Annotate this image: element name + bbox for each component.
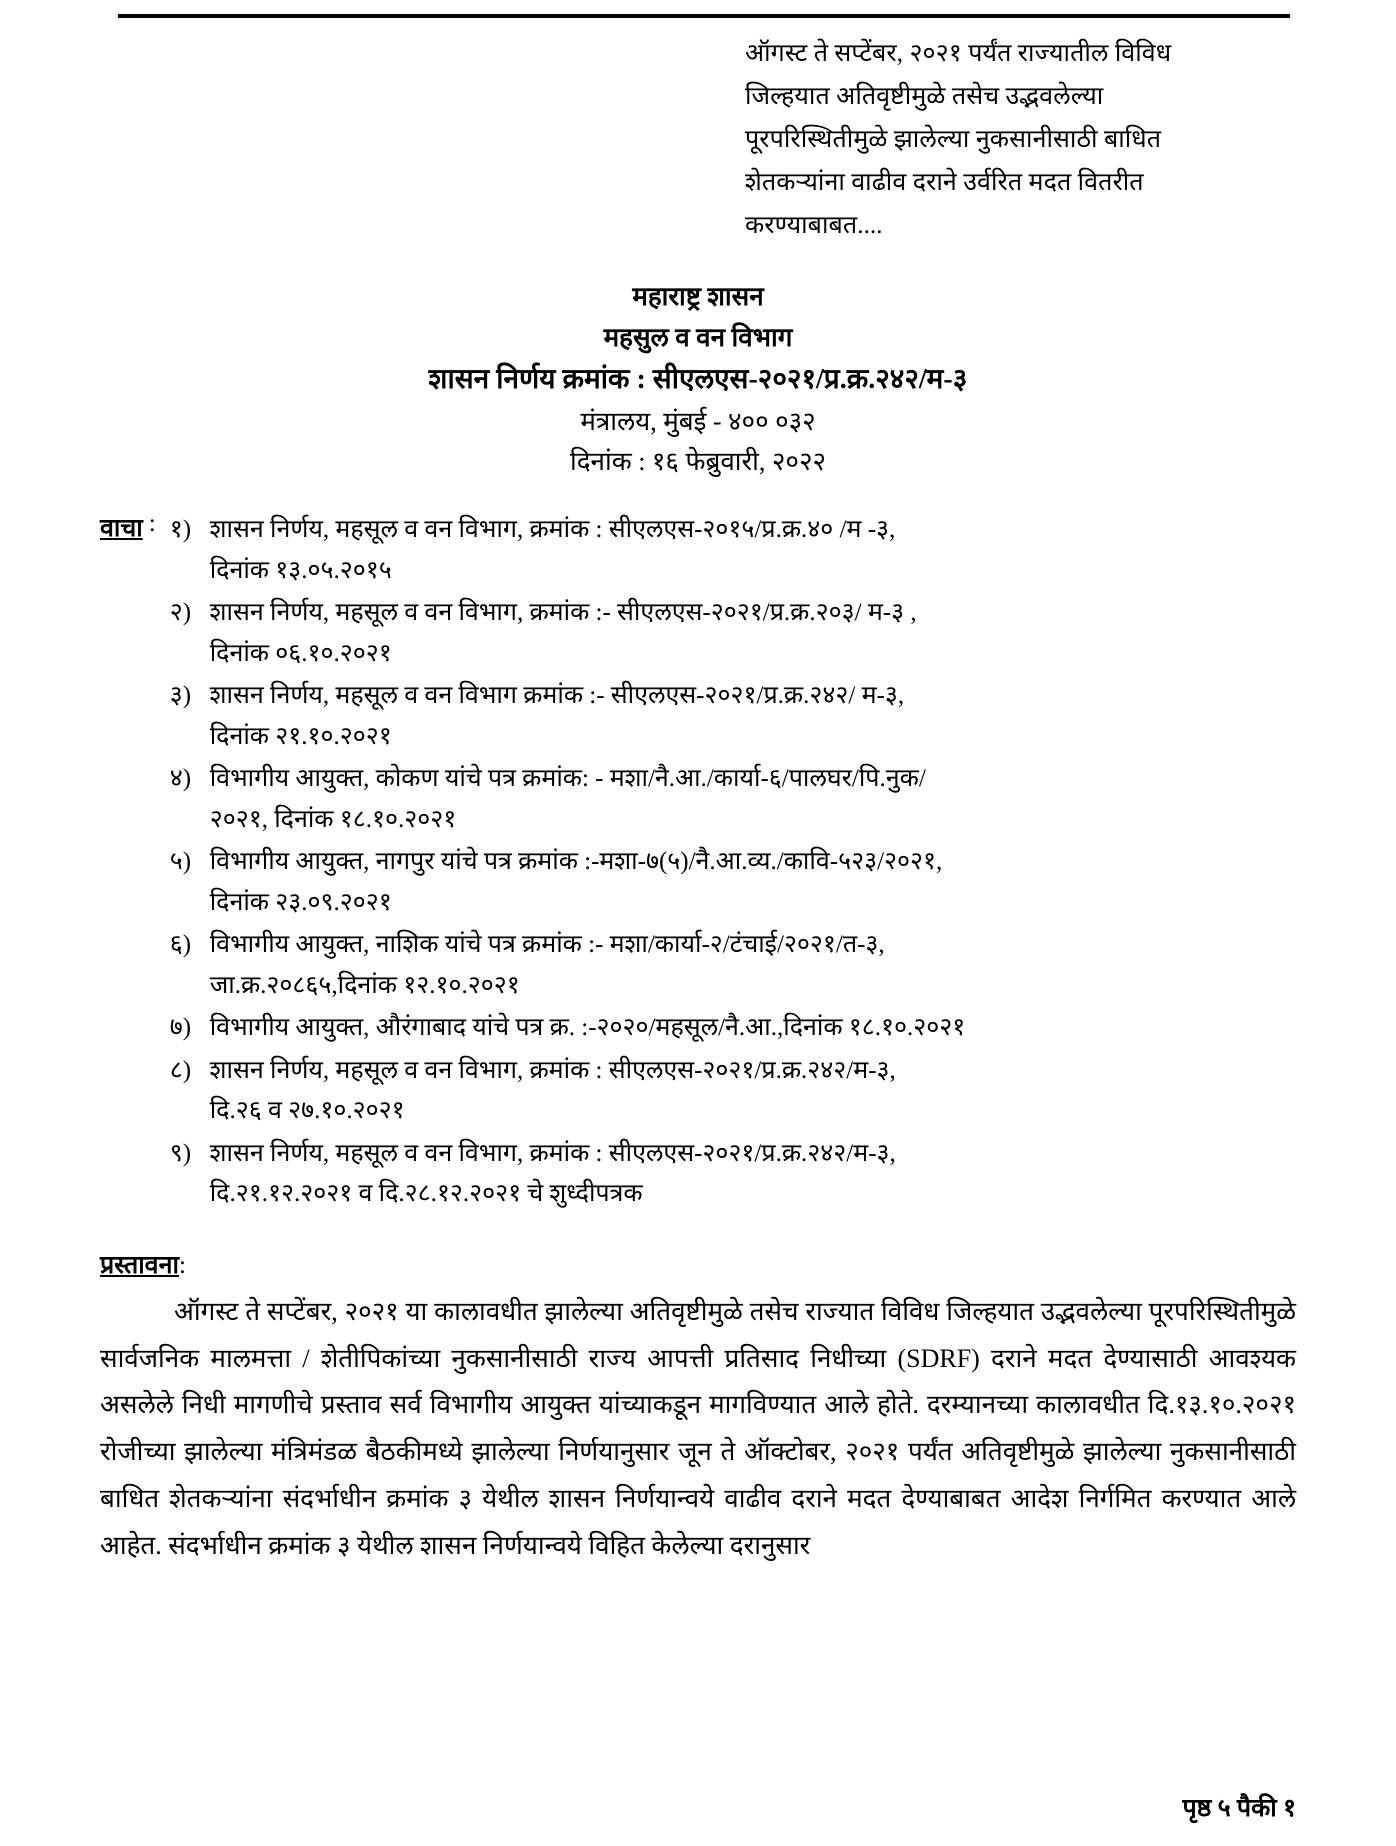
reference-line-2: २०२१, दिनांक १८.१०.२०२१ <box>209 805 457 833</box>
reference-text <box>210 925 1296 1006</box>
subject-line-2: जिल्हयात अतिवृष्टीमुळे तसेच उद्भवलेल्या <box>745 83 1104 110</box>
subject-line-1: ऑगस्ट ते सप्टेंबर, २०२१ पर्यंत राज्यातील विविध <box>745 40 1172 67</box>
reference-item <box>170 510 1296 591</box>
government-name: महाराष्ट्र शासन <box>632 282 764 311</box>
reference-line-1: शासन निर्णय, महसूल व वन विभाग, क्रमांक : सीएलएस-२०२१/प्र.क्र.२४२/म-३, <box>209 1139 896 1167</box>
reference-line-1: शासन निर्णय, महसूल व वन विभाग, क्रमांक : सीएलएस-२०१५/प्र.क्र.४० /म -३, <box>209 516 896 544</box>
reference-number: ४) <box>169 765 192 793</box>
reference-line-2: दि.२६ व २७.१०.२०२१ <box>209 1097 405 1125</box>
reference-line-2: दि.२१.१२.२०२१ व दि.२८.१२.२०२१ चे शुध्दीपत्रक <box>209 1180 643 1208</box>
reference-line-2: दिनांक २१.१०.२०२१ <box>209 722 392 750</box>
subject-block <box>745 0 1265 247</box>
preamble-heading-row <box>100 1247 1296 1281</box>
reference-item <box>170 1008 1296 1049</box>
reference-line-1: शासन निर्णय, महसूल व वन विभाग, क्रमांक : सीएलएस-२०२१/प्र.क्र.२४२/म-३, <box>209 1056 896 1084</box>
department-header <box>0 277 1396 482</box>
reference-number: ७) <box>169 1014 192 1042</box>
subject-line-5: करण्याबाबत.... <box>745 212 883 239</box>
office-address: मंत्रालय, मुंबई - ४०० ०३२ <box>580 406 816 436</box>
references-section <box>0 510 1396 1217</box>
reference-text <box>210 1051 1296 1132</box>
department-name: महसुल व वन विभाग <box>603 322 793 352</box>
reference-item <box>170 1051 1296 1132</box>
reference-item <box>170 593 1296 674</box>
reference-text <box>210 510 1296 591</box>
reference-line-2: जा.क्र.२०८६५,दिनांक १२.१०.२०२१ <box>209 971 520 999</box>
reference-text <box>210 1134 1296 1215</box>
reference-line-1: विभागीय आयुक्त, कोकण यांचे पत्र क्रमांक: - मशा/नै.आ./कार्या-६/पालघर/पि.नुक/ <box>209 765 926 793</box>
subject-line-3: पूरपरिस्थितीमुळे झालेल्या नुकसानीसाठी बाधित <box>745 126 1162 153</box>
reference-line-2: दिनांक १३.०५.२०१५ <box>209 556 392 584</box>
reference-number: ५) <box>169 848 192 876</box>
reference-item <box>170 1134 1296 1215</box>
reference-text <box>210 593 1296 674</box>
reference-line-2: दिनांक ०६.१०.२०२१ <box>209 639 392 667</box>
reference-text <box>210 1008 1296 1049</box>
reference-item <box>170 842 1296 923</box>
issue-date: दिनांक : १६ फेब्रुवारी, २०२२ <box>570 447 826 477</box>
subject-line-4: शेतकऱ्यांना वाढीव दराने उर्वरित मदत वितरीत <box>745 169 1144 196</box>
reference-item <box>170 759 1296 840</box>
reference-line-1: विभागीय आयुक्त, औरंगाबाद यांचे पत्र क्र. :-२०२०/महसूल/नै.आ.,दिनांक १८.१०.२०२१ <box>209 1014 966 1042</box>
references-label: वाचा <box>100 515 143 543</box>
reference-line-2: दिनांक २३.०९.२०२१ <box>209 888 392 916</box>
reference-line-1: विभागीय आयुक्त, नाशिक यांचे पत्र क्रमांक :- मशा/कार्या-२/टंचाई/२०२१/त-३, <box>209 931 885 959</box>
preamble-colon: : <box>178 1251 186 1279</box>
references-colon: : <box>148 510 156 538</box>
preamble-label: प्रस्तावना <box>100 1251 179 1279</box>
page-footer: पृष्ठ ५ पैकी १ <box>1182 1795 1296 1822</box>
references-row <box>100 510 1296 1217</box>
preamble-section <box>0 1247 1396 1570</box>
reference-text <box>210 676 1296 757</box>
reference-item <box>170 676 1296 757</box>
reference-line-1: शासन निर्णय, महसूल व वन विभाग क्रमांक :- सीएलएस-२०२१/प्र.क्र.२४२/ म-३, <box>209 682 905 710</box>
reference-line-1: विभागीय आयुक्त, नागपुर यांचे पत्र क्रमांक :-मशा-७(५)/नै.आ.व्य./कावि-५२३/२०२१, <box>209 848 943 876</box>
reference-number: ८) <box>169 1056 192 1084</box>
reference-line-1: शासन निर्णय, महसूल व वन विभाग, क्रमांक :- सीएलएस-२०२१/प्र.क्र.२०३/ म-३ , <box>209 599 917 627</box>
reference-number: ९) <box>169 1139 192 1167</box>
references-list <box>170 510 1296 1217</box>
reference-text <box>210 842 1296 923</box>
preamble-body: ऑगस्ट ते सप्टेंबर, २०२१ या कालावधीत झालेल्या अतिवृष्टीमुळे तसेच राज्यात विविध जिल्हयात उद्भवलेल्या पूरपरिस्थितीमुळे सार्वजनिक मालमत्ता / शेतीपिकांच्या नुकसानीसाठी राज्य आपत्ती प्रतिसाद निधीच्या (SDRF) दराने मदत देण्यासाठी आवश्यक असलेले निधी मागणीचे प्रस्ताव सर्व विभागीय आयुक्त यांच्याकडून मागविण्यात आले होते. दरम्यानच्या कालावधीत दि.१३.१०.२०२१ रोजीच्या झालेल्या मंत्रिमंडळ बैठकीमध्ये झालेल्या निर्णयानुसार जून ते ऑक्टोबर, २०२१ पर्यंत अतिवृष्टीमुळे झालेल्या नुकसानीसाठी बाधित शेतकऱ्यांना संदर्भाधीन क्रमांक ३ येथील शासन निर्णयान्वये वाढीव दराने मदत देण्याबाबत आदेश निर्गमित करण्यात आले आहेत. संदर्भाधीन क्रमांक ३ येथील शासन निर्णयान्वये विहित केलेल्या दरानुसार <box>100 1296 1296 1560</box>
gr-number: शासन निर्णय क्रमांक : सीएलएस-२०२१/प्र.क्र.२४२/म-३ <box>428 364 968 396</box>
reference-number: ६) <box>169 931 192 959</box>
reference-number: १) <box>169 516 192 544</box>
reference-text <box>210 759 1296 840</box>
reference-item <box>170 925 1296 1006</box>
reference-number: २) <box>169 599 192 627</box>
reference-number: ३) <box>169 682 192 710</box>
